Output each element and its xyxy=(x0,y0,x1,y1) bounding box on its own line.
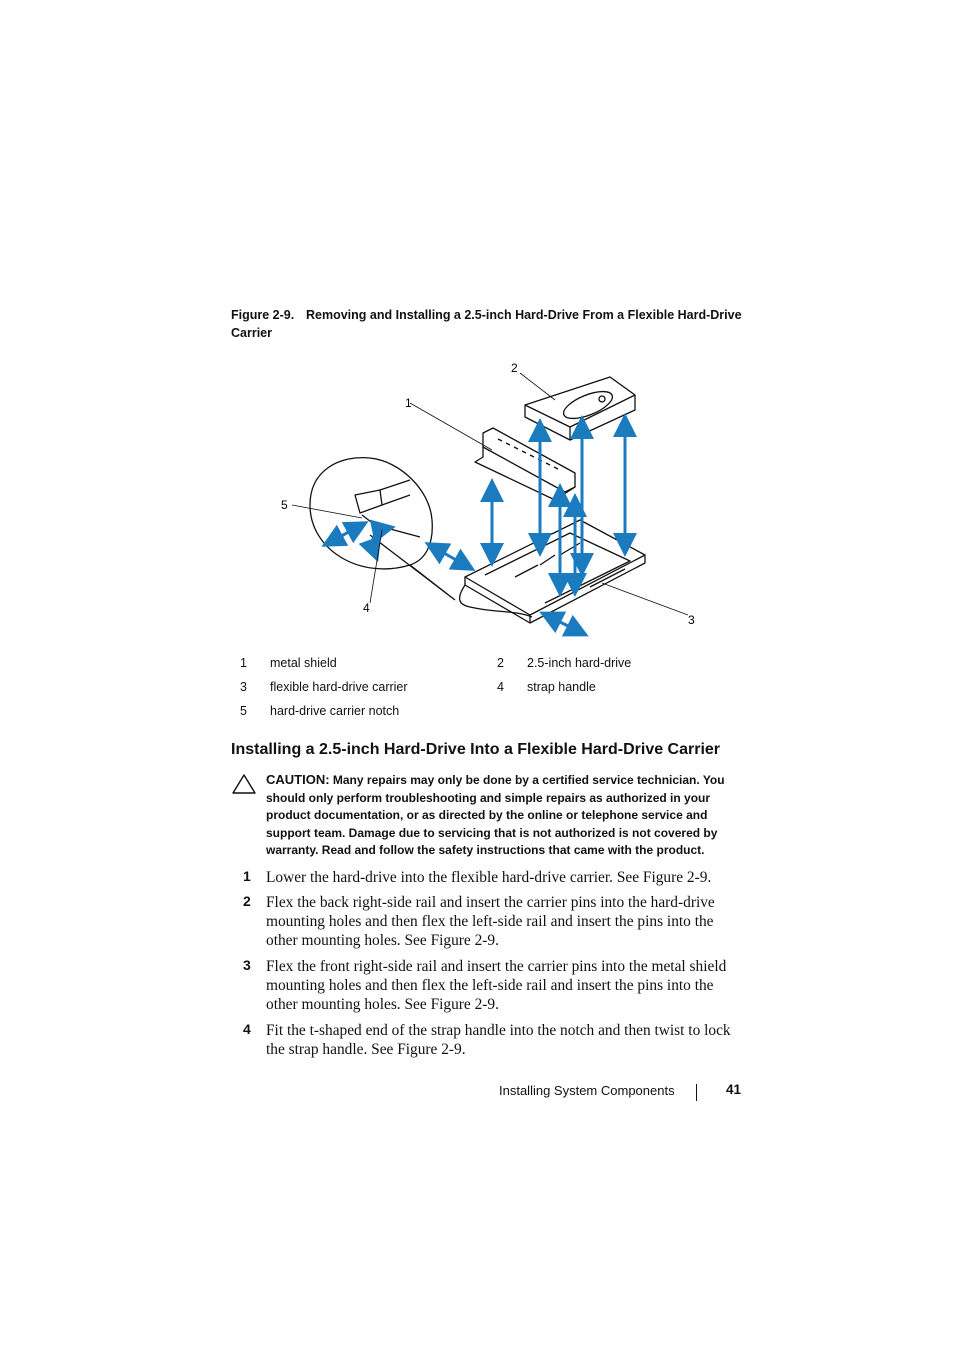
step-text: Fit the t-shaped end of the strap handle into the notch and then twist to lock the strap handle. See Figure 2-9. xyxy=(266,1022,731,1059)
caution-notice xyxy=(266,771,746,860)
step-number: 4 xyxy=(243,1021,251,1037)
step-number: 2 xyxy=(243,893,251,909)
legend-text: hard-drive carrier notch xyxy=(270,704,400,718)
caution-triangle-icon xyxy=(231,773,257,795)
callout-2: 2 xyxy=(511,361,518,375)
step-number: 1 xyxy=(243,868,251,884)
callout-3: 3 xyxy=(688,613,695,627)
legend-number: 4 xyxy=(497,680,504,694)
callout-5: 5 xyxy=(281,498,288,512)
metal-shield-shape xyxy=(475,428,575,500)
step-text: Flex the front right-side rail and insert the carrier pins into the metal shield mounting holes and then flex the left-side rail and insert the pins into the other mounting holes. See Figure 2-9. xyxy=(266,958,727,1014)
figure-title: Removing and Installing a 2.5-inch Hard-Drive From a Flexible Hard-Drive Carrier xyxy=(231,308,742,340)
legend-number: 2 xyxy=(497,656,504,670)
step-text: Lower the hard-drive into the flexible hard-drive carrier. See Figure 2-9. xyxy=(266,869,712,886)
figure-label: Figure 2-9. xyxy=(231,308,295,322)
motion-arrows xyxy=(332,425,625,631)
callout-4: 4 xyxy=(363,601,370,615)
legend-number: 3 xyxy=(240,680,247,694)
legend-text: strap handle xyxy=(527,680,596,694)
legend-text: 2.5-inch hard-drive xyxy=(527,656,632,670)
caution-label: CAUTION: xyxy=(266,772,330,787)
legend-number: 1 xyxy=(240,656,247,670)
step-text: Flex the back right-side rail and insert the carrier pins into the hard-drive mounting holes and then flex the left-side rail and insert the pins into the other mounting holes. See Figure 2-9. xyxy=(266,894,715,950)
footer-divider xyxy=(696,1084,697,1101)
caution-text: Many repairs may only be done by a certified service technician. You should only perform troubleshooting and simple repairs as authorized in your product documentation, or as directed by the online or telephone service and support team. Damage due to servicing that is not authorized is not covered by warranty. Read and follow the safety instructions that came with the product. xyxy=(266,773,725,858)
legend-text: flexible hard-drive carrier xyxy=(270,680,408,694)
step-number: 3 xyxy=(243,957,251,973)
footer-section-title: Installing System Components xyxy=(499,1083,675,1098)
legend-text: metal shield xyxy=(270,656,337,670)
page-number: 41 xyxy=(726,1082,742,1097)
callout-1: 1 xyxy=(405,396,412,410)
section-heading: Installing a 2.5-inch Hard-Drive Into a Flexible Hard-Drive Carrier xyxy=(231,741,721,758)
figure-caption xyxy=(231,306,751,342)
legend-number: 5 xyxy=(240,704,247,718)
hard-drive-carrier-illustration xyxy=(270,355,730,645)
